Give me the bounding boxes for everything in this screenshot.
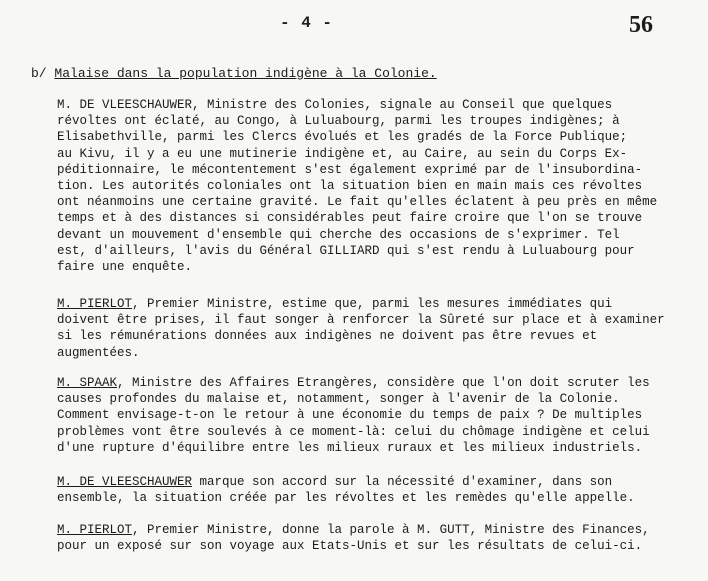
speaker-name: M. PIERLOT — [57, 297, 133, 311]
text-line: est, d'ailleurs, l'avis du Général GILLIARD qui s'est rendu à Luluabourg pour — [57, 243, 635, 258]
text-line: péditionnaire, le mécontentement s'est également exprimé par de l'insubordina- — [57, 162, 643, 177]
text-line: Comment envisage-t-on le retour à une économie du temps de paix ? De multiples — [57, 408, 643, 423]
text-line: augmentées. — [57, 345, 140, 360]
text-line: d'une rupture d'équilibre entre les milieux ruraux et les milieux industriels. — [57, 440, 643, 455]
text-line: doivent être prises, il faut songer à renforcer la Sûreté sur place et à examiner — [57, 313, 665, 328]
text-line: problèmes vont être soulevés à ce moment-là: celui du chômage indigène et celui — [57, 424, 650, 439]
paragraph-spaak-malaise — [57, 375, 650, 456]
speaker-name: M. DE VLEESCHAUWER — [57, 475, 193, 489]
paragraph-pierlot-mesures — [57, 296, 665, 361]
text-line: au Kivu, il y a eu une mutinerie indigène et, au Caire, au sein du Corps Ex- — [57, 146, 628, 161]
text-line: faire une enquête. — [57, 260, 193, 275]
folio-number: 56 — [629, 12, 653, 38]
paragraph-de-vleeschauwer-accord — [57, 474, 635, 506]
text-line: causes profondes du malaise et, notamment, songer à l'avenir de la Colonie. — [57, 392, 620, 407]
paragraph-pierlot-gutt — [57, 522, 650, 554]
text-line: si les rémunérations données aux indigènes ne doivent pas être revues et — [57, 329, 598, 344]
section-title: Malaise dans la population indigène à la Colonie. — [54, 66, 437, 81]
page-number: - 4 - — [280, 14, 334, 32]
text-line: M. DE VLEESCHAUWER marque son accord sur la nécessité d'examiner, dans son — [57, 475, 613, 489]
section-heading — [31, 66, 437, 82]
text-line: temps et à des distances si considérables peut faire croire que l'on se trouve — [57, 211, 643, 226]
speaker-name: M. SPAAK — [57, 376, 118, 390]
text-line: M. PIERLOT, Premier Ministre, donne la parole à M. GUTT, Ministre des Finances, — [57, 523, 650, 537]
section-label: b/ — [31, 66, 47, 81]
text-line: révoltes ont éclaté, au Congo, à Luluabourg, parmi les troupes indigènes; à — [57, 114, 620, 129]
paragraph-de-vleeschauwer-revoltes — [57, 97, 657, 275]
text-line: Elisabethville, parmi les Clercs évolués et les gradés de la Force Publique; — [57, 130, 628, 145]
text-line: ont néanmoins une certaine gravité. Le fait qu'elles éclatent à peu près en même — [57, 195, 658, 210]
text-line: pour un exposé sur son voyage aux Etats-Unis et sur les résultats de celui-ci. — [57, 539, 643, 554]
text-line: tion. Les autorités coloniales ont la situation bien en main mais ces révoltes — [57, 179, 643, 194]
speaker-name: M. PIERLOT — [57, 523, 133, 537]
text-line: M. PIERLOT, Premier Ministre, estime que, parmi les mesures immédiates qui — [57, 297, 613, 311]
text-line: M. DE VLEESCHAUWER, Ministre des Colonies, signale au Conseil que quelques — [57, 98, 613, 112]
text-line: M. SPAAK, Ministre des Affaires Etrangères, considère que l'on doit scruter les — [57, 376, 650, 390]
text-line: ensemble, la situation créée par les révoltes et les remèdes qu'elle appelle. — [57, 491, 635, 506]
text-line: devant un mouvement d'ensemble qui cherche des occasions de s'exprimer. Tel — [57, 227, 620, 242]
